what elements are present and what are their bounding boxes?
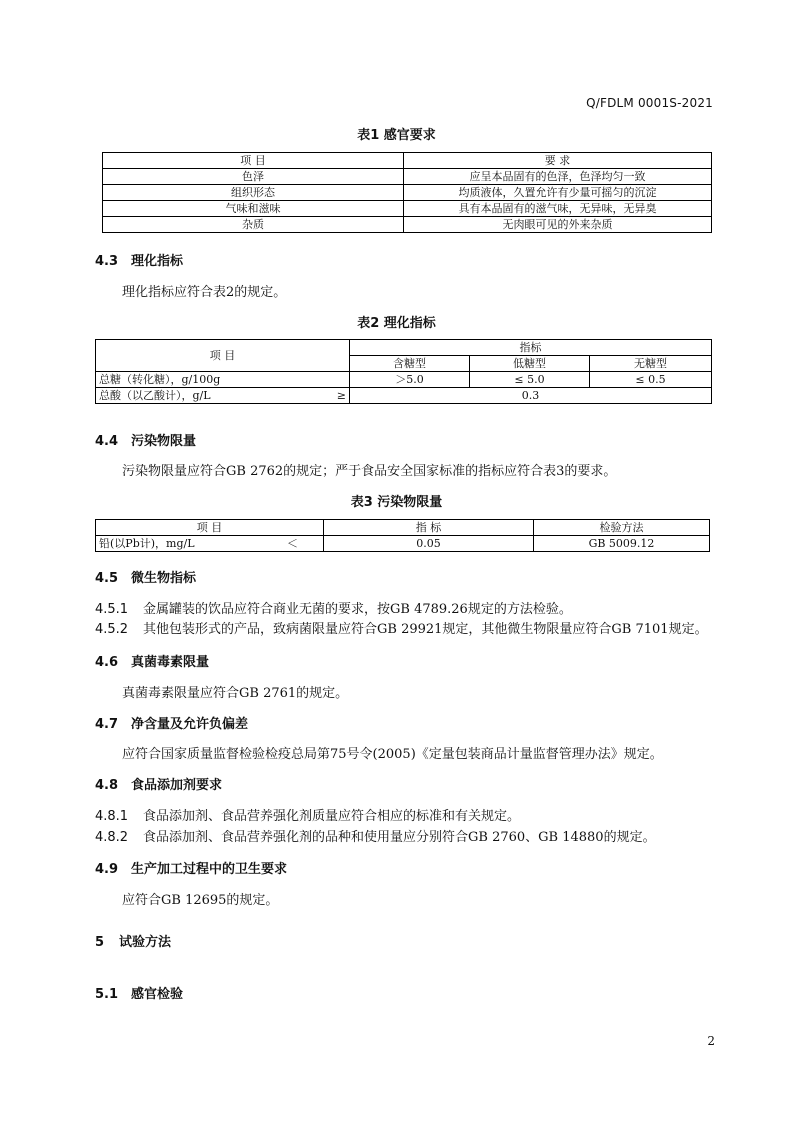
table-header-cell: 项 目	[96, 340, 350, 372]
section-title: 试验方法	[119, 935, 172, 950]
section-5-1-heading	[95, 983, 183, 1002]
table2-physicochemical	[95, 339, 712, 404]
table-row	[103, 201, 712, 217]
clause-text: 食品添加剂、食品营养强化剂的品种和使用量应分别符合GB 2760、GB 14880的规定。	[143, 830, 656, 845]
section-4-4-heading	[95, 430, 196, 449]
table-row	[96, 388, 712, 404]
section-title: 感官检验	[131, 987, 184, 1002]
table-header-cell: 含糖型	[350, 356, 470, 372]
section-title: 净含量及允许负偏差	[131, 717, 249, 732]
table-header-row	[96, 520, 710, 536]
table-cell: 均质液体，久置允许有少量可摇匀的沉淀	[404, 185, 712, 201]
table-header-cell: 指标	[350, 340, 712, 356]
section-4-6-heading	[95, 651, 209, 670]
comparison-operator: ＜	[287, 537, 298, 550]
section-4-6-text: 真菌毒素限量应符合GB 2761的规定。	[122, 686, 349, 701]
table-row	[96, 536, 710, 552]
section-title: 生产加工过程中的卫生要求	[131, 862, 288, 877]
table-row	[103, 217, 712, 233]
table-cell: ≤ 0.5	[590, 372, 712, 388]
table-cell	[96, 536, 324, 552]
section-4-7-heading	[95, 713, 248, 732]
clause-4-5-1	[95, 598, 572, 617]
table-cell: ≤ 5.0	[470, 372, 590, 388]
section-number: 4.9	[95, 862, 119, 877]
clause-number: 4.8.1	[95, 809, 129, 824]
clause-text: 食品添加剂、食品营养强化剂质量应符合相应的标准和有关规定。	[143, 809, 521, 824]
section-number: 5	[95, 935, 105, 950]
clause-number: 4.5.2	[95, 622, 129, 637]
clause-4-8-2	[95, 826, 656, 845]
table-cell: GB 5009.12	[534, 536, 710, 552]
table-row	[103, 185, 712, 201]
section-number: 5.1	[95, 987, 119, 1002]
section-4-3-text: 理化指标应符合表2的规定。	[122, 285, 287, 300]
table3-contaminants	[95, 519, 710, 552]
clause-4-8-1	[95, 805, 520, 824]
table1-caption: 表1 感官要求	[357, 128, 436, 143]
clause-4-5-2	[95, 618, 708, 637]
table-header-row	[103, 153, 712, 169]
table-cell: 杂质	[103, 217, 404, 233]
page-number: 2	[707, 1034, 715, 1048]
clause-number: 4.5.1	[95, 602, 129, 617]
item-label: 铅(以Pb计)，mg/L	[99, 537, 195, 550]
section-number: 4.6	[95, 655, 119, 670]
section-4-9-text: 应符合GB 12695的规定。	[122, 893, 279, 908]
section-4-5-heading	[95, 567, 196, 586]
table-cell: 色泽	[103, 169, 404, 185]
clause-text: 其他包装形式的产品，致病菌限量应符合GB 29921规定，其他微生物限量应符合GB 7101规定。	[143, 622, 708, 637]
section-4-3-heading	[95, 250, 183, 269]
table-cell: ＞5.0	[350, 372, 470, 388]
table-cell: 具有本品固有的滋气味，无异味，无异臭	[404, 201, 712, 217]
section-number: 4.3	[95, 254, 119, 269]
section-title: 理化指标	[131, 254, 184, 269]
section-4-7-text: 应符合国家质量监督检验检疫总局第75号令(2005)《定量包装商品计量监督管理办法》规定。	[122, 747, 663, 762]
clause-number: 4.8.2	[95, 830, 129, 845]
table3-caption: 表3 污染物限量	[350, 495, 443, 510]
section-4-9-heading	[95, 858, 287, 877]
table-cell: 0.05	[324, 536, 534, 552]
table-cell: 气味和滋味	[103, 201, 404, 217]
table-cell: 无肉眼可见的外来杂质	[404, 217, 712, 233]
section-title: 污染物限量	[131, 434, 197, 449]
comparison-operator: ≥	[336, 389, 346, 402]
section-title: 食品添加剂要求	[131, 778, 223, 793]
item-label: 总酸（以乙酸计），g/L	[99, 389, 211, 402]
table-cell: 应呈本品固有的色泽，色泽均匀一致	[404, 169, 712, 185]
table-header-cell: 低糖型	[470, 356, 590, 372]
table-header-cell: 无糖型	[590, 356, 712, 372]
table-header-cell: 项 目	[96, 520, 324, 536]
table-header-cell: 指 标	[324, 520, 534, 536]
table-row	[103, 169, 712, 185]
table2-caption: 表2 理化指标	[357, 316, 436, 331]
table1-sensory	[102, 152, 712, 233]
standard-code: Q/FDLM 0001S-2021	[586, 96, 713, 110]
table-cell: 总糖（转化糖），g/100g	[96, 372, 350, 388]
section-number: 4.5	[95, 571, 119, 586]
section-number: 4.8	[95, 778, 119, 793]
table-header-cell: 检验方法	[534, 520, 710, 536]
section-number: 4.7	[95, 717, 119, 732]
section-number: 4.4	[95, 434, 119, 449]
table-header-cell: 要 求	[404, 153, 712, 169]
section-4-8-heading	[95, 774, 222, 793]
table-cell: 组织形态	[103, 185, 404, 201]
section-4-4-text: 污染物限量应符合GB 2762的规定；严于食品安全国家标准的指标应符合表3的要求。	[122, 464, 617, 479]
table-cell	[96, 388, 350, 404]
section-title: 真菌毒素限量	[131, 655, 210, 670]
section-title: 微生物指标	[131, 571, 197, 586]
clause-text: 金属罐装的饮品应符合商业无菌的要求，按GB 4789.26规定的方法检验。	[143, 602, 572, 617]
table-cell: 0.3	[350, 388, 712, 404]
table-header-row	[96, 340, 712, 356]
table-header-cell: 项 目	[103, 153, 404, 169]
section-5-heading	[95, 931, 171, 950]
table-row	[96, 372, 712, 388]
